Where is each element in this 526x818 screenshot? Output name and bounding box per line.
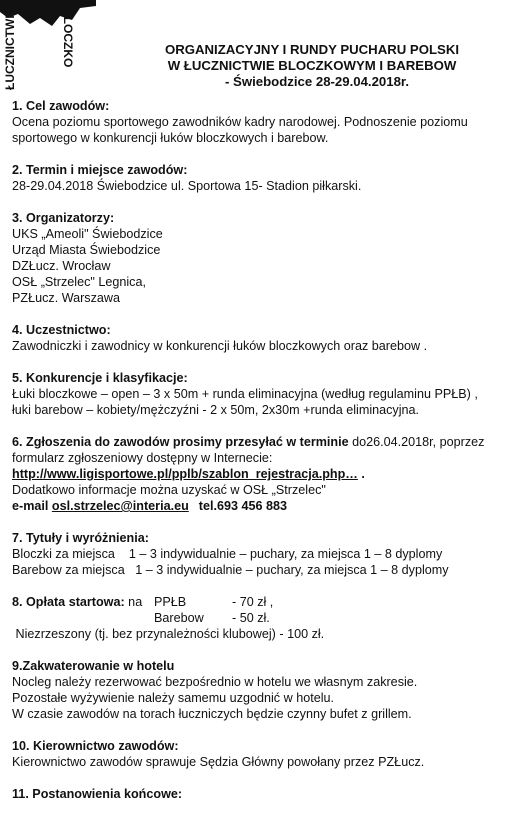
text-line: Niezrzeszony (tj. bez przynależności klubowej) - 100 zł. [12,627,325,641]
section-heading: 2. Termin i miejsce zawodów: [12,163,188,177]
link-suffix: . [357,467,365,481]
text-line: Ocena poziomu sportowego zawodników kadry narodowej. Podnoszenie poziomu [12,115,468,129]
section-6 [12,434,518,514]
section-9 [12,658,518,722]
logo-text-left: ŁUCZNICTWIE [3,7,17,90]
fee-amount: - 70 zł , [232,595,274,609]
phone-number: tel.693 456 883 [198,499,288,513]
email-link[interactable]: osl.strzelec@interia.eu [51,499,189,513]
title-line-1: ORGANIZACYJNY I RUNDY PUCHARU POLSKI [164,42,460,57]
section-8 [12,594,518,642]
text-line: łuki barebow – kobiety/mężczyźni - 2 x 50m, 2x30m +runda eliminacyjna. [12,403,420,417]
text-line: Barebow za miejsca 1 – 3 indywidualnie – puchary, za miejsca 1 – 8 dyplomy [12,563,449,577]
text-line: formularz zgłoszeniowy dostępny w Internecie: [12,451,273,465]
document-title [110,42,514,90]
na-text: na [124,595,143,609]
title-line-2: W ŁUCZNICTWIE BLOCZKOWYM I BAREBOW [167,58,457,73]
section-heading: 3. Organizatorzy: [12,211,115,225]
registration-link-line [12,466,518,482]
text-line: sportowego w konkurencji łuków bloczkowych i barebow. [12,131,329,145]
text-line: PZŁucz. Warszawa [12,291,121,305]
fee-row-1 [12,594,518,610]
section-heading: 11. Postanowienia końcowe: [12,787,183,801]
document-body [12,98,518,818]
section-heading: 4. Uczestnictwo: [12,323,111,337]
section-1 [12,98,518,146]
fee-amount: - 50 zł. [232,611,270,625]
section-5 [12,370,518,418]
text-line: 28-29.04.2018 Świebodzice ul. Sportowa 15- Stadion piłkarski. [12,179,362,193]
section-heading: 7. Tytuły i wyróżnienia: [12,531,149,545]
fee-category: PPŁB [154,595,187,609]
section-4 [12,322,518,354]
text-line: Urząd Miasta Świebodzice [12,243,161,257]
section-heading-line [12,434,518,450]
text-line: Pozostałe wyżywienie należy samemu uzgodnić w hotelu. [12,691,335,705]
section-heading: 9.Zakwaterowanie w hotelu [12,659,175,673]
section-heading: 6. Zgłoszenia do zawodów prosimy przesyłać w terminie [12,435,349,449]
text-line: Zawodniczki i zawodnicy w konkurencji łuków bloczkowych oraz barebow . [12,339,428,353]
archery-club-logo-icon [0,0,96,96]
fee-category: Barebow [154,611,204,625]
registration-link[interactable]: http://www.ligisportowe.pl/pplb/szablon_rejestracja.php… [12,467,358,481]
text-line: Bloczki za miejsca 1 – 3 indywidualnie – puchary, za miejsca 1 – 8 dyplomy [12,547,443,561]
title-line-3: - Świebodzice 28-29.04.2018r. [225,74,409,89]
section-heading: 1. Cel zawodów: [12,99,110,113]
section-3 [12,210,518,306]
section-7 [12,530,518,578]
club-logo [0,0,96,96]
text-line: Nocleg należy rezerwować bezpośrednio w hotelu we własnym zakresie. [12,675,418,689]
contact-line [12,498,518,514]
email-label: e-mail [12,499,52,513]
text-line: OSŁ „Strzelec" Legnica, [12,275,146,289]
fee-row-2 [12,610,518,626]
text-line: Łuki bloczkowe – open – 3 x 50m + runda eliminacyjna (według regulaminu PPŁB) , [12,387,478,401]
section-heading: 8. Opłata startowa: [12,595,125,609]
text-line: UKS „Ameoli" Świebodzice [12,227,163,241]
text-line: Dodatkowo informacje można uzyskać w OSŁ „Strzelec" [12,483,326,497]
logo-text-right: BLOCZKO [61,8,75,68]
section-10 [12,738,518,770]
text-line: DZŁucz. Wrocław [12,259,111,273]
text-line: W czasie zawodów na torach łuczniczych będzie czynny bufet z grillem. [12,707,412,721]
section-heading: 10. Kierownictwo zawodów: [12,739,179,753]
deadline-text: do26.04.2018r, poprzez [348,435,485,449]
section-2 [12,162,518,194]
text-line: Kierownictwo zawodów sprawuje Sędzia Główny powołany przez PZŁucz. [12,755,425,769]
section-heading: 5. Konkurencje i klasyfikacje: [12,371,188,385]
